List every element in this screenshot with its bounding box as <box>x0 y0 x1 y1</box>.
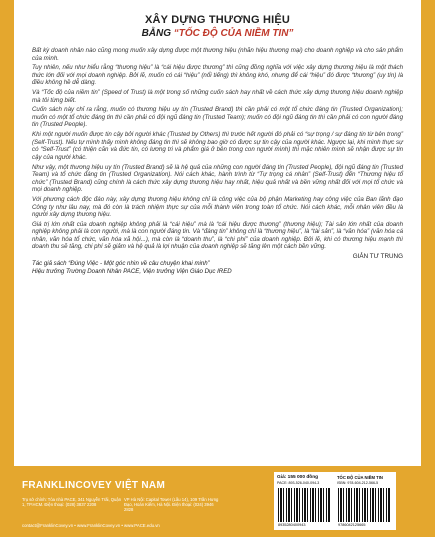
address-hcm: Trụ sở chính: Tòa nhà PACE, 341 Nguyễn Trãi, Quận 1, TP.HCM. Điện thoại: (028) 3837 2208 <box>22 497 122 508</box>
signature-name: GIẢN TƯ TRUNG <box>352 253 403 261</box>
title-prefix: BẰNG <box>141 28 174 39</box>
paragraph-7: Với phương cách độc đáo này, xây dựng thương hiệu không chỉ là công việc của bộ phận Marketing hay công việc của Ban lãnh đạo Công ty như lâu nay, mà đó còn là trách nhiệm thực sự của mỗi thành viên trong toàn tổ chức. Nói cách khác, mỗi nhân viên đều là người xây dựng thương hiệu. <box>32 195 403 219</box>
text-panel <box>14 0 421 466</box>
footer <box>14 466 421 537</box>
title-block <box>32 14 403 39</box>
barcode-number-right: 9786042125665 <box>338 523 366 527</box>
barcode-right <box>338 488 390 522</box>
isbn-right: ISBN: 978-604-212-566-5 <box>337 481 379 485</box>
title-accent: “TỐC ĐỘ CỦA NIỀM TIN” <box>173 28 294 39</box>
paragraph-5: Khi một người muốn được tin cậy bởi người khác (Trusted by Others) thì trước hết người đó phải có “sự trọng / sự đáng tin từ bên trong” (Self-Trust). Nếu tự mình thấy mình không đáng tin thì sẽ không bao giờ có được sự tin cậy của người khác. Ngược lại, khi mình thực sự có “Self-Trust” (có thiện căn và đức tin, có lương tri và phẩm giá ở bên trong con người mình) thì mặc nhiên mình sẽ nhận được sự tin cậy của người khác. <box>32 131 403 161</box>
contact-line: contact@FranklinCovey.vn • www.FranklinCovey.vn • www.PACE.edu.vn <box>22 523 160 528</box>
brand-name: FRANKLINCOVEY VIỆT NAM <box>22 480 166 491</box>
price-label: Giá: 155 000 đồng <box>277 475 319 480</box>
paragraph-8: Giá trị lớn nhất của doanh nghiệp không phải là “cái hiệu” mà là “cái hiệu được thương” (thương hiệu); Tài sản lớn nhất của doanh nghiệp không phải là con người, mà là con người đáng tin. Và “đáng tin” không chỉ là “thương hiệu”, là “tài sản”, là “văn hóa” (văn hóa cá nhân, văn hóa tổ chức, văn hóa xã hội...), mà còn là “doanh thu”, là “chi phí” của doanh nghiệp. Bởi lẽ, khi có thương hiệu mạnh thì doanh thu sẽ tăng, chi phí sẽ giảm và hệ quả là lợi nhuận của doanh nghiệp sẽ tăng lên một cách bền vững. <box>32 220 403 251</box>
body-text <box>32 47 403 251</box>
signature-line-2: Hiệu trưởng Trường Doanh Nhân PACE, Viện trưởng Viện Giáo Dục IRED <box>32 267 232 275</box>
paragraph-6: Như vậy, một thương hiệu uy tín (Trusted Brand) sẽ là hệ quả của những con người đáng tin (Trusted People), đội ngũ đáng tin (Trusted Team) và tổ chức đáng tin (Trusted Organization). Nói cách khác, hành trình từ “Tự trọng cá nhân” (Self-Trust) đến “Thương hiệu tổ chức” (Trusted Brand) cũng chính là cách thức xây dựng thương hiệu hay nhất, hiệu quả nhất và bền vững nhất đối với mọi tổ chức và mọi doanh nghiệp. <box>32 163 403 194</box>
paragraph-1: Bất kỳ doanh nhân nào cũng mong muốn xây dựng được một thương hiệu (nhãn hiệu thương mại) cho doanh nghiệp và cho sản phẩm của mình. <box>32 47 403 62</box>
paragraph-2: Tuy nhiên, nếu như hiểu rằng “thương hiệu” là “cái hiệu được thương” thì cũng đồng nghĩa với việc xây dựng thương hiệu là một thách thức lớn đối với mọi doanh nghiệp. Bởi lẽ, muốn có cái “hiệu” (nổi tiếng) thì không khó, nhưng để cái “hiệu” đó được “thương” (uy tín) là điều không hề dễ dàng. <box>32 64 403 87</box>
book-title-label: TỐC ĐỘ CỦA NIỀM TIN <box>337 475 383 480</box>
barcode-number-left: 8935280400943 <box>278 523 306 527</box>
barcode-box <box>274 472 396 530</box>
paragraph-4: Cuốn sách này chỉ ra rằng, muốn có thương hiệu uy tín (Trusted Brand) thì cần phải có một tổ chức đáng tin (Trusted Organization); muốn có một tổ chức đáng tin thì cần phải có đội ngũ đáng tin (Trusted Team); muốn có đội ngũ đáng tin thì cần phải có con người đáng tin (Trusted People). <box>32 106 403 129</box>
isbn-left: PACE: 893-526-040-094-3 <box>277 481 320 485</box>
title-line-2 <box>32 28 403 39</box>
address-hanoi: VP Hà Nội: Capital Tower (Lầu 14), 109 Trần Hưng Đạo, Hoàn Kiếm, Hà Nội. Điện thoại: (024) 3946 2828 <box>124 497 219 513</box>
title-line-1: XÂY DỰNG THƯƠNG HIỆU <box>144 14 291 26</box>
paragraph-3: Và “Tốc độ của niềm tin” (Speed of Trust) là một trong số những cuốn sách hay nhất về cách thức xây dựng thương hiệu doanh nghiệp mà tôi từng biết. <box>32 89 403 104</box>
barcode-left <box>278 488 330 522</box>
signature-line-1: Tác giả sách “Đúng Việc - Một góc nhìn về câu chuyện khai minh” <box>32 260 210 268</box>
